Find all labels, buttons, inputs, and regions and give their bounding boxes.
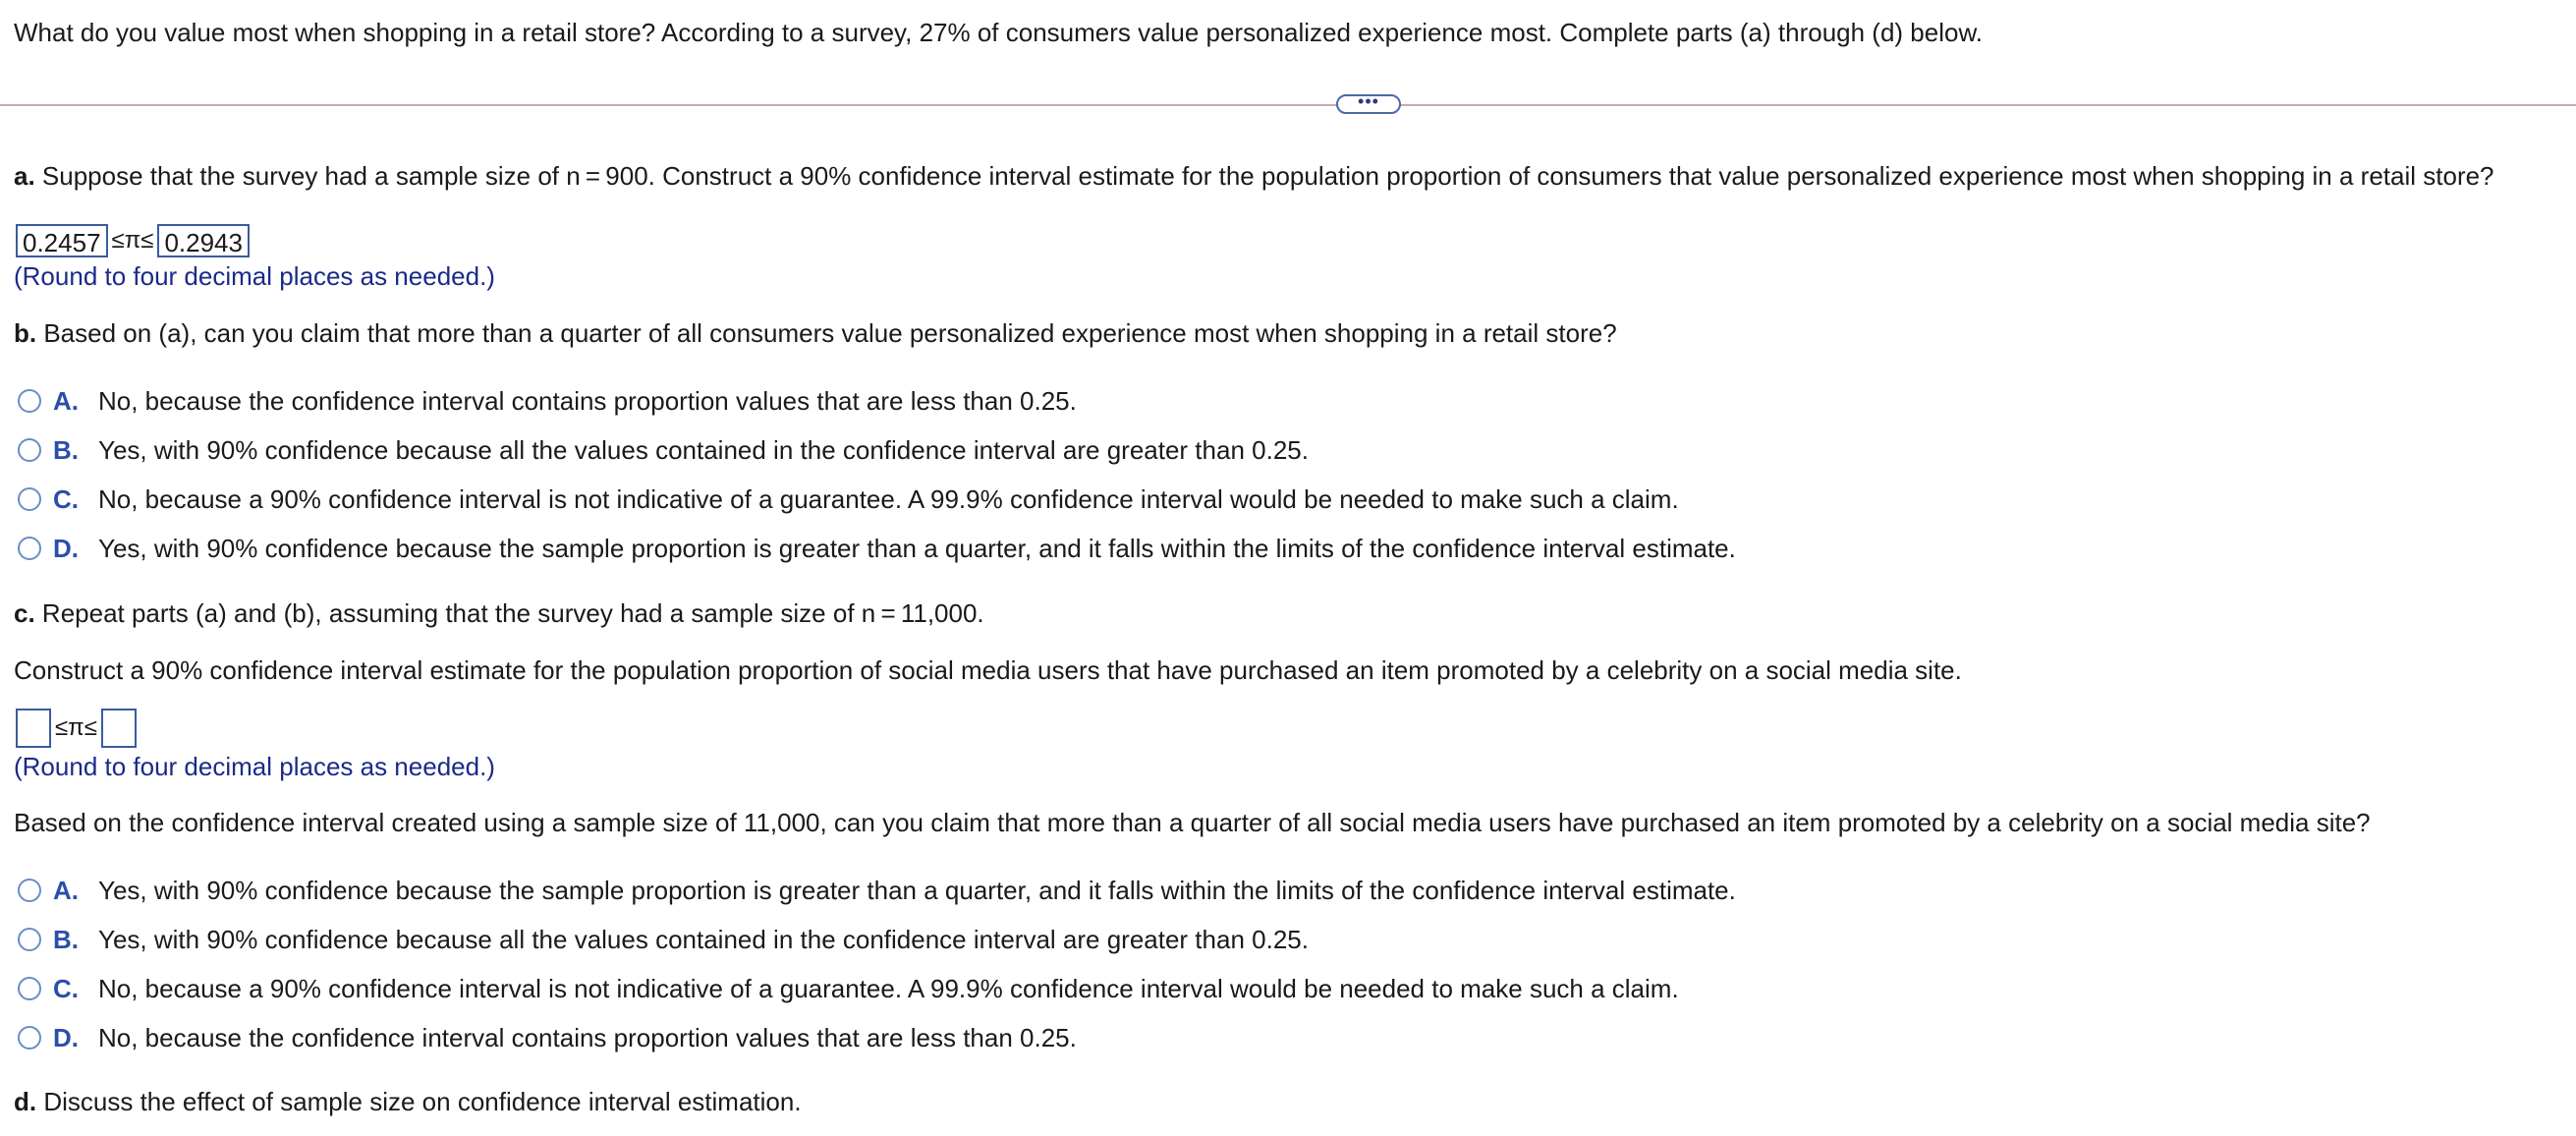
radio-button[interactable] [18, 389, 41, 413]
part-c-rounding-note: (Round to four decimal places as needed.) [14, 752, 495, 781]
part-b-option-c[interactable] [18, 483, 1679, 516]
option-text: No, because the confidence interval contains proportion values that are less than 0.25. [98, 1022, 1077, 1052]
option-letter: C. [53, 483, 79, 514]
part-a-lower-bound-input[interactable]: 0.2457 [16, 224, 108, 257]
option-letter: D. [53, 533, 79, 563]
part-c-option-c[interactable] [18, 972, 1679, 1005]
part-a-text: Suppose that the survey had a sample size of n = 900. Construct a 90% confidence interval estimate for the population proportion of consumers that value personalized experience most when shopping in a retail store? [34, 161, 2494, 191]
option-text: No, because the confidence interval contains proportion values that are less than 0.25. [98, 385, 1077, 416]
option-text: No, because a 90% confidence interval is not indicative of a guarantee. A 99.9% confidence interval would be needed to make such a claim. [98, 973, 1679, 1003]
option-letter: C. [53, 973, 79, 1003]
part-d-text: Discuss the effect of sample size on confidence interval estimation. [36, 1087, 802, 1116]
part-c-option-a[interactable] [18, 874, 1736, 907]
radio-button[interactable] [18, 537, 41, 560]
part-c-inequality: ≤π≤ [55, 714, 97, 741]
option-letter: A. [53, 875, 79, 905]
option-letter: D. [53, 1022, 79, 1052]
part-a-interval [16, 221, 250, 260]
part-c-label: c. [14, 598, 35, 628]
part-b-option-d[interactable] [18, 532, 1736, 565]
part-d-label: d. [14, 1087, 37, 1116]
part-c-claim-question: Based on the confidence interval created using a sample size of 11,000, can you claim that more than a quarter of all social media users have purchased an item promoted by a celebrity on a social media site? [14, 808, 2371, 837]
option-letter: A. [53, 385, 79, 416]
part-c-option-d[interactable] [18, 1021, 1077, 1054]
part-b-label: b. [14, 318, 37, 348]
part-b-question [14, 316, 1617, 350]
part-a-inequality: ≤π≤ [111, 227, 154, 254]
part-c-text: Repeat parts (a) and (b), assuming that the survey had a sample size of n = 11,000. [34, 598, 984, 628]
part-a-label: a. [14, 161, 35, 191]
problem-intro: What do you value most when shopping in a retail store? According to a survey, 27% of consumers value personalized experience most. Complete parts (a) through (d) below. [14, 18, 1984, 47]
part-b-text: Based on (a), can you claim that more than a quarter of all consumers value personalized experience most when shopping in a retail store? [36, 318, 1617, 348]
radio-button[interactable] [18, 487, 41, 511]
part-c-upper-bound-input[interactable] [101, 709, 137, 748]
part-c-question [14, 596, 984, 630]
part-a-question [14, 159, 2494, 193]
option-text: Yes, with 90% confidence because the sample proportion is greater than a quarter, and it falls within the limits of the confidence interval estimate. [98, 875, 1736, 905]
option-text: Yes, with 90% confidence because the sample proportion is greater than a quarter, and it falls within the limits of the confidence interval estimate. [98, 533, 1736, 563]
part-c-interval [16, 708, 137, 749]
part-a-upper-bound-input[interactable]: 0.2943 [157, 224, 250, 257]
part-c-construct-text: Construct a 90% confidence interval estimate for the population proportion of social media users that have purchased an item promoted by a celebrity on a social media site. [14, 655, 1962, 685]
part-a-rounding-note: (Round to four decimal places as needed.) [14, 261, 495, 291]
part-c-lower-bound-input[interactable] [16, 709, 51, 748]
part-d-question [14, 1085, 802, 1118]
option-text: Yes, with 90% confidence because all the values contained in the confidence interval are greater than 0.25. [98, 434, 1309, 465]
radio-button[interactable] [18, 928, 41, 951]
show-more-button[interactable]: ••• [1336, 94, 1401, 114]
section-divider [0, 104, 2576, 106]
option-letter: B. [53, 924, 79, 954]
part-b-option-b[interactable] [18, 433, 1309, 467]
option-text: Yes, with 90% confidence because all the values contained in the confidence interval are greater than 0.25. [98, 924, 1309, 954]
radio-button[interactable] [18, 879, 41, 902]
option-letter: B. [53, 434, 79, 465]
option-text: No, because a 90% confidence interval is not indicative of a guarantee. A 99.9% confidence interval would be needed to make such a claim. [98, 483, 1679, 514]
radio-button[interactable] [18, 977, 41, 1000]
radio-button[interactable] [18, 1026, 41, 1050]
part-b-option-a[interactable] [18, 384, 1077, 418]
part-c-option-b[interactable] [18, 923, 1309, 956]
radio-button[interactable] [18, 438, 41, 462]
